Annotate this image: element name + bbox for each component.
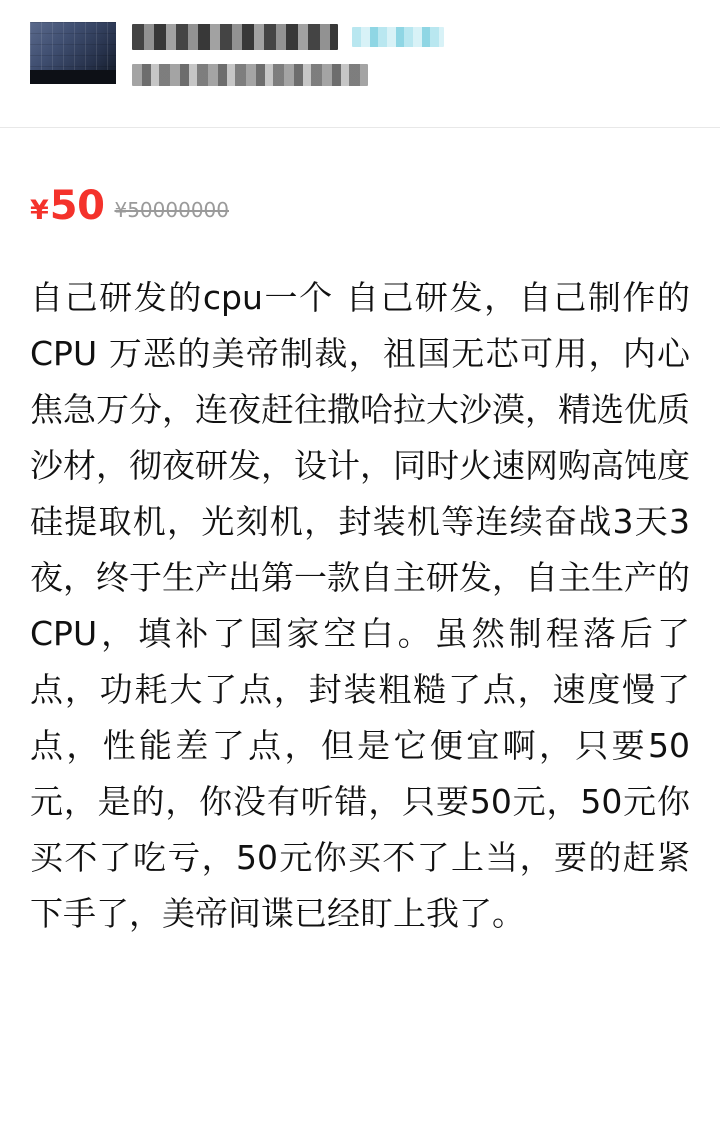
listing-description: 自己研发的cpu一个 自己研发，自己制作的CPU 万恶的美帝制裁，祖国无芯可用，内心焦急万分，连夜赶往撒哈拉大沙漠，精选优质沙材，彻夜研发，设计，同时火速网购高饨度硅提取机，光刻机，封装机等连续奋战3天3夜，终于生产出第一款自主研发，自主生产的CPU，填补了国家空白。虽然制程落后了点，功耗大了点，封装粗糙了点，速度慢了点，性能差了点，但是它便宜啊，只要50元，是的，你没有听错，只要50元，50元你买不了吃亏，50元你买不了上当，要的赶紧下手了，美帝间谍已经盯上我了。 <box>30 278 690 933</box>
seller-name-redacted <box>132 24 338 50</box>
seller-header <box>0 0 720 128</box>
seller-avatar-image[interactable] <box>30 22 116 84</box>
seller-name-row <box>132 24 690 50</box>
seller-header-inner <box>30 22 690 90</box>
seller-tag-redacted <box>352 27 444 47</box>
price-original-value: ¥50000000 <box>114 198 229 222</box>
price-current-value: 50 <box>49 183 105 229</box>
price-row <box>0 128 720 229</box>
seller-subtitle-redacted <box>132 64 368 86</box>
price-currency-symbol: ¥ <box>30 195 49 226</box>
seller-info[interactable] <box>132 22 690 90</box>
